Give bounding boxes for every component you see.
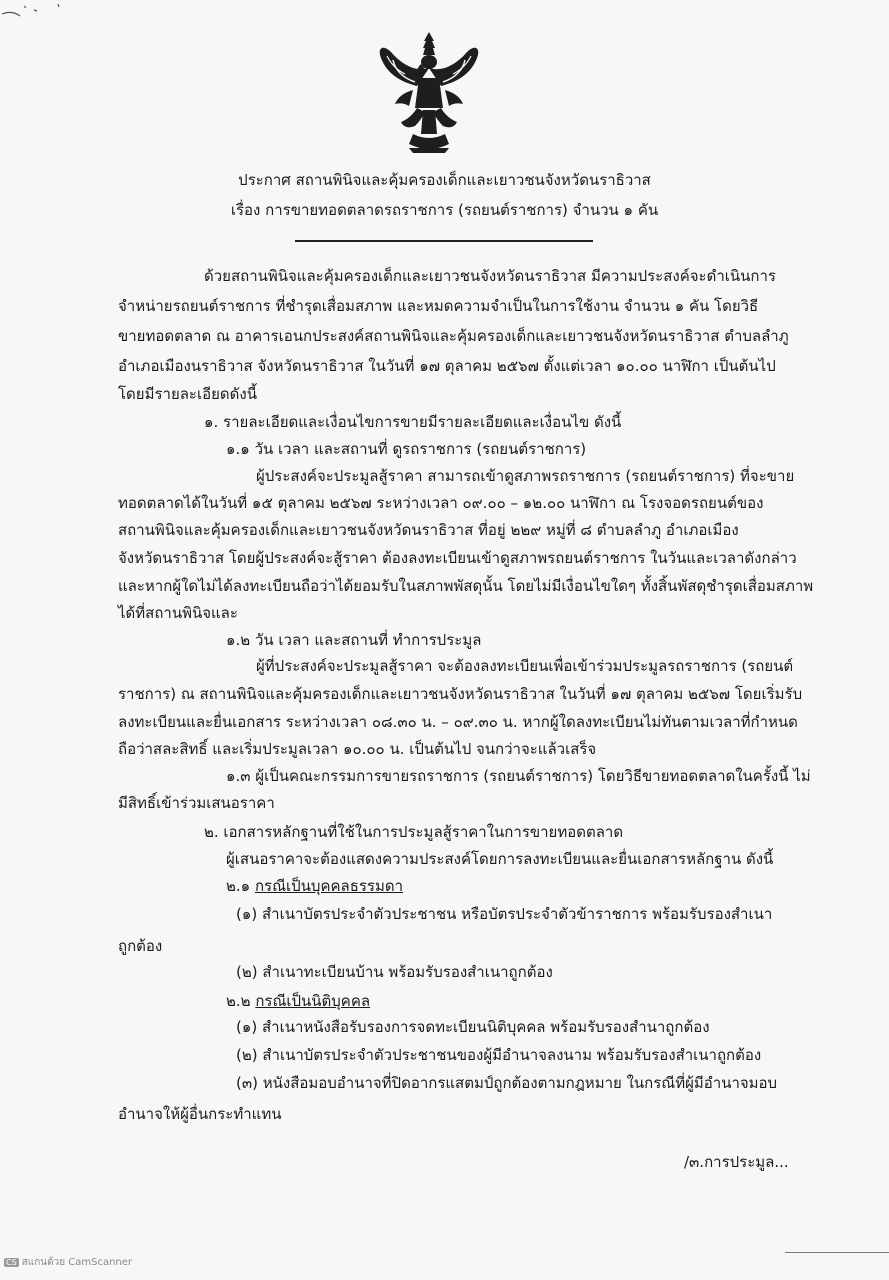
- section-1-2-line: ถือว่าสละสิทธิ์ และเริ่มประมูลเวลา ๑๐.๐๐ น. เป็นต้นไป จนกว่าจะแล้วเสร็จ: [118, 740, 597, 758]
- intro-line: อำเภอเมืองนราธิวาส จังหวัดนราธิวาส ในวันที่ ๑๗ ตุลาคม ๒๕๖๗ ตั้งแต่เวลา ๑๐.๐๐ นาฬิกา เป็นต้นไป: [118, 357, 776, 375]
- section-2-2-item: (๑) สำเนาหนังสือรับรองการจดทะเบียนนิติบุคคล พร้อมรับรองสำนาถูกต้อง: [236, 1018, 710, 1036]
- section-1-2-heading: ๑.๒ วัน เวลา และสถานที่ ทำการประมูล: [226, 631, 482, 649]
- section-2-intro: ผู้เสนอราคาจะต้องแสดงความประสงค์โดยการลงทะเบียนและยื่นเอกสารหลักฐาน ดังนี้: [226, 850, 774, 868]
- scanner-watermark: [4, 1255, 132, 1270]
- camscanner-logo-icon: CS: [6, 1258, 17, 1267]
- section-1-heading: ๑. รายละเอียดและเงื่อนไขการขายมีรายละเอียดและเงื่อนไข ดังนี้: [204, 413, 622, 431]
- section-2-1-item: ถูกต้อง: [118, 937, 163, 955]
- section-2-1-label: กรณีเป็นบุคคลธรรมดา: [254, 877, 404, 895]
- section-1-1-line: ผู้ประสงค์จะประมูลสู้ราคา สามารถเข้าดูสภาพรถราชการ (รถยนต์ราชการ) ที่จะขาย: [256, 467, 795, 485]
- section-2-2-item: (๒) สำเนาบัตรประจำตัวประชาชนของผู้มีอำนาจลงนาม พร้อมรับรองสำเนาถูกต้อง: [236, 1046, 762, 1064]
- section-1-1-line: ทอดตลาดได้ในวันที่ ๑๕ ตุลาคม ๒๕๖๗ ระหว่างเวลา ๐๙.๐๐ – ๑๒.๐๐ นาฬิกา ณ โรงจอดรถยนต์ของ: [118, 494, 764, 512]
- intro-line: ด้วยสถานพินิจและคุ้มครองเด็กและเยาวชนจังหวัดนราธิวาส มีความประสงค์จะดำเนินการ: [204, 267, 776, 285]
- section-2-1-number: ๒.๑: [226, 877, 251, 895]
- section-1-1-line: จังหวัดนราธิวาส โดยผู้ประสงค์จะสู้ราคา ต้องลงทะเบียนเข้าดูสภาพรถยนต์ราชการ ในวันและเวลาดังกล่าว: [118, 549, 797, 567]
- section-1-1-line: และหากผู้ใดไม่ได้ลงทะเบียนถือว่าได้ยอมรับในสภาพพัสดุนั้น โดยไม่มีเงื่อนไขใดๆ ทั้งสิ้นพัสดุชำรุดเสื่อมสภาพ: [118, 577, 814, 595]
- section-1-2-line: ลงทะเบียนและยื่นเอกสาร ระหว่างเวลา ๐๘.๓๐ น. – ๐๙.๓๐ น. หากผู้ใดลงทะเบียนไม่ทันตามเวลาที่กำหนด: [118, 713, 798, 731]
- section-1-3-line: มีสิทธิ์เข้าร่วมเสนอราคา: [118, 794, 275, 812]
- announcement-title: ประกาศ สถานพินิจและคุ้มครองเด็กและเยาวชนจังหวัดนราธิวาส: [238, 171, 651, 189]
- section-2-1-item: (๒) สำเนาทะเบียนบ้าน พร้อมรับรองสำเนาถูกต้อง: [236, 963, 553, 981]
- section-2-1-heading: [226, 876, 403, 896]
- section-2-2-item: อำนาจให้ผู้อื่นกระทำแทน: [118, 1105, 282, 1123]
- section-1-3-line: ๑.๓ ผู้เป็นคณะกรรมการขายรถราชการ (รถยนต์ราชการ) โดยวิธีขายทอดตลาดในครั้งนี้ ไม่: [226, 767, 811, 785]
- intro-line: จำหน่ายรถยนต์ราชการ ที่ชำรุดเสื่อมสภาพ และหมดความจำเป็นในการใช้งาน จำนวน ๑ คัน โดยวิธี: [118, 297, 759, 315]
- section-2-heading: ๒. เอกสารหลักฐานที่ใช้ในการประมูลสู้ราคาในการขายทอดตลาด: [204, 823, 624, 841]
- title-divider: [295, 240, 593, 242]
- section-2-2-number: ๒.๒: [226, 992, 251, 1010]
- section-1-2-line: ผู้ที่ประสงค์จะประมูลสู้ราคา จะต้องลงทะเบียนเพื่อเข้าร่วมประมูลรถราชการ (รถยนต์: [256, 657, 794, 675]
- scanner-footer-text: สแกนด้วย CamScanner: [21, 1257, 133, 1268]
- section-1-1-line: สถานพินิจและคุ้มครองเด็กและเยาวชนจังหวัดนราธิวาส ที่อยู่ ๒๒๙ หมู่ที่ ๘ ตำบลลำภู อำเภอเมือง: [118, 521, 739, 539]
- section-2-2-item: (๓) หนังสือมอบอำนาจที่ปิดอากรแสตมป์ถูกต้องตามกฎหมาย ในกรณีที่ผู้มีอำนาจมอบ: [236, 1074, 778, 1092]
- garuda-emblem-icon: [373, 30, 485, 155]
- intro-line: ขายทอดตลาด ณ อาคารเอนกประสงค์สถานพินิจและคุ้มครองเด็กและเยาวชนจังหวัดนราธิวาส ตำบลลำภู: [118, 327, 789, 345]
- section-1-1-heading: ๑.๑ วัน เวลา และสถานที่ ดูรถราชการ (รถยนต์ราชการ): [226, 440, 587, 458]
- section-1-1-line: ได้ที่สถานพินิจและ: [118, 604, 238, 622]
- section-1-2-line: ราชการ) ณ สถานพินิจและคุ้มครองเด็กและเยาวชนจังหวัดนราธิวาส ในวันที่ ๑๗ ตุลาคม ๒๕๖๗ โดยเริ่มรับ: [118, 685, 803, 703]
- scan-smudge: [0, 0, 80, 40]
- scan-edge: [785, 1252, 889, 1253]
- intro-line: โดยมีรายละเอียดดังนี้: [118, 385, 257, 403]
- section-2-2-label: กรณีเป็นนิติบุคคล: [255, 992, 371, 1010]
- section-2-1-item: (๑) สำเนาบัตรประจำตัวประชาชน หรือบัตรประจำตัวข้าราชการ พร้อมรับรองสำเนา: [236, 905, 773, 923]
- continuation-note: /๓.การประมูล...: [684, 1153, 789, 1171]
- announcement-subject: เรื่อง การขายทอดตลาดรถราชการ (รถยนต์ราชการ) จำนวน ๑ คัน: [230, 201, 659, 219]
- section-2-2-heading: [226, 991, 370, 1011]
